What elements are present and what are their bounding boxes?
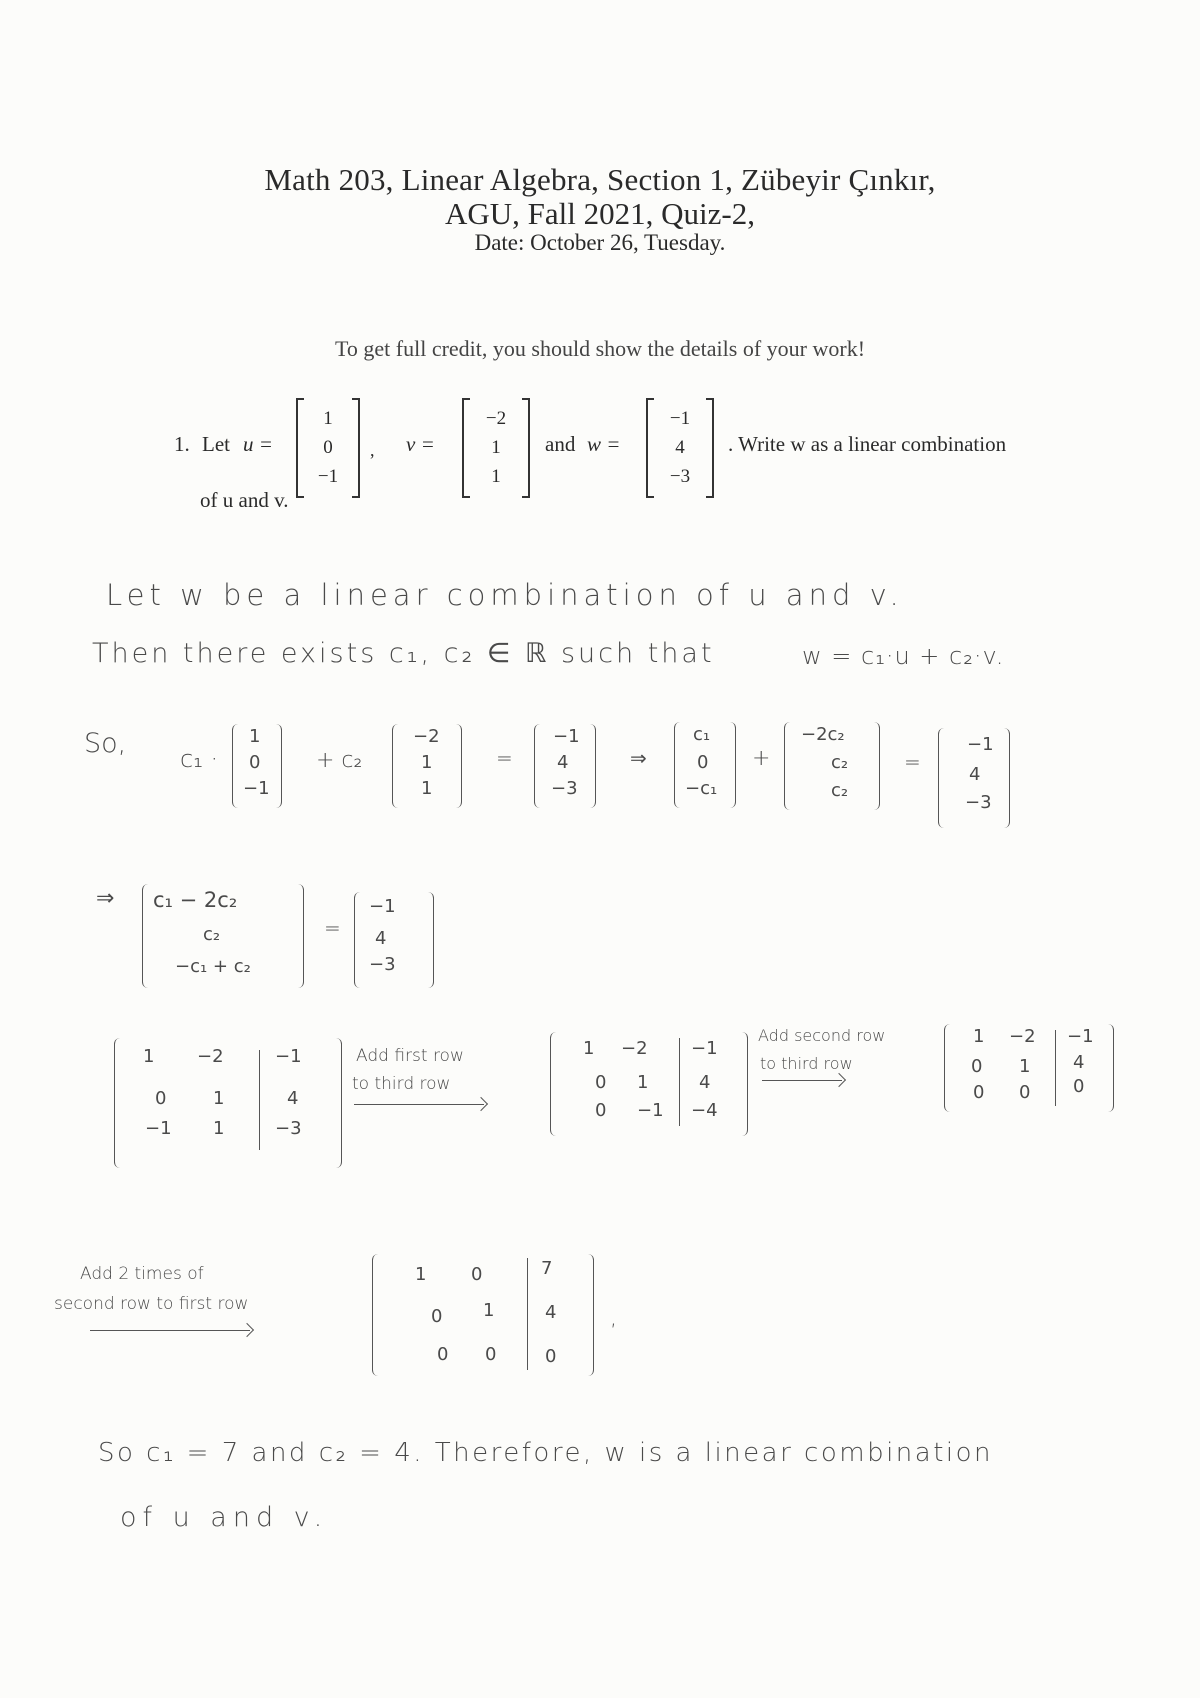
solution-line1: Let w be a linear combination of u and v. bbox=[106, 578, 904, 612]
matrix-u-hand bbox=[232, 724, 282, 808]
cell: −1 bbox=[145, 1118, 172, 1139]
cell: 4 bbox=[699, 1072, 711, 1093]
cell: −3 bbox=[551, 778, 578, 799]
vector-u bbox=[296, 400, 360, 496]
augmented-matrix-1 bbox=[114, 1038, 342, 1168]
arrow-icon bbox=[762, 1080, 842, 1081]
solution-line2b: w = c₁·u + c₂·v. bbox=[802, 642, 1005, 670]
v-entry: 1 bbox=[491, 436, 501, 458]
cell: 1 bbox=[973, 1026, 985, 1047]
cell: 1 bbox=[421, 752, 433, 773]
augment-bar bbox=[259, 1050, 260, 1150]
cell: −2 bbox=[621, 1038, 648, 1059]
matrix-combined-rhs bbox=[354, 892, 434, 988]
vector-v bbox=[462, 400, 530, 496]
cell: −3 bbox=[275, 1118, 302, 1139]
step3-label: Add 2 times of bbox=[80, 1264, 204, 1284]
cell: 4 bbox=[1073, 1052, 1085, 1073]
step2-label: to third row bbox=[760, 1054, 853, 1073]
augment-bar bbox=[527, 1258, 528, 1370]
v-entry: 1 bbox=[491, 466, 501, 488]
cell: −1 bbox=[369, 896, 396, 917]
cell: 0 bbox=[697, 752, 709, 773]
w-label: w = bbox=[587, 432, 621, 456]
header-title: Math 203, Linear Algebra, Section 1, Zübeyir Çınkır, bbox=[264, 162, 936, 197]
w-entry: −1 bbox=[669, 407, 691, 429]
matrix-w2 bbox=[938, 728, 1010, 828]
cell: 0 bbox=[485, 1344, 497, 1365]
cell: 0 bbox=[431, 1306, 443, 1327]
problem-and: and bbox=[545, 432, 576, 456]
v-label: v = bbox=[406, 432, 435, 456]
plus: + bbox=[752, 746, 771, 771]
cell: c₁ − 2c₂ bbox=[153, 888, 238, 912]
equals: = bbox=[324, 916, 341, 940]
matrix-w-hand bbox=[534, 724, 596, 808]
cell: 1 bbox=[249, 726, 261, 747]
cell: 4 bbox=[545, 1302, 557, 1323]
separator: , bbox=[370, 440, 375, 460]
w-entry: 4 bbox=[675, 436, 685, 458]
cell: −2c₂ bbox=[801, 724, 845, 745]
cell: 4 bbox=[557, 752, 569, 773]
cell: 4 bbox=[375, 928, 387, 949]
cell: −1 bbox=[243, 778, 270, 799]
plus-c2: + c₂ bbox=[316, 748, 363, 773]
equals: = bbox=[904, 750, 921, 774]
matrix-c2v bbox=[784, 722, 880, 810]
conclusion-line1: So c₁ = 7 and c₂ = 4. Therefore, w is a linear combination bbox=[98, 1438, 994, 1468]
u-label: u = bbox=[243, 432, 273, 456]
augment-bar bbox=[1055, 1030, 1056, 1106]
step1-label: Add first row bbox=[356, 1046, 464, 1066]
cell: 0 bbox=[545, 1346, 557, 1367]
cell: c₂ bbox=[203, 924, 221, 945]
header-subtitle: AGU, Fall 2021, Quiz-2, bbox=[445, 196, 755, 231]
augmented-matrix-2 bbox=[550, 1032, 748, 1136]
cell: −1 bbox=[637, 1100, 664, 1121]
conclusion-line2: of u and v. bbox=[120, 1502, 329, 1533]
problem-tail: . Write w as a linear combination bbox=[728, 432, 1007, 456]
problem-number: 1. bbox=[174, 432, 190, 456]
cell: 1 bbox=[143, 1046, 155, 1067]
step3-label: second row to first row bbox=[54, 1294, 249, 1314]
augment-bar bbox=[679, 1038, 680, 1126]
cell: c₂ bbox=[831, 780, 849, 801]
arrow-icon bbox=[90, 1330, 250, 1331]
cell: 1 bbox=[213, 1118, 225, 1139]
cell: −1 bbox=[275, 1046, 302, 1067]
arrow-icon bbox=[354, 1104, 484, 1105]
cell: 4 bbox=[969, 764, 981, 785]
cell: −1 bbox=[553, 726, 580, 747]
v-entry: −2 bbox=[485, 407, 507, 429]
cell: −2 bbox=[1009, 1026, 1036, 1047]
augmented-matrix-3 bbox=[944, 1024, 1114, 1112]
header-date: Date: October 26, Tuesday. bbox=[474, 230, 726, 255]
cell: 0 bbox=[595, 1100, 607, 1121]
cell: 0 bbox=[971, 1056, 983, 1077]
cell: 1 bbox=[483, 1300, 495, 1321]
cell: −1 bbox=[967, 734, 994, 755]
cell: 0 bbox=[437, 1344, 449, 1365]
cell: 0 bbox=[249, 752, 261, 773]
vector-w bbox=[646, 400, 714, 496]
cell: −3 bbox=[369, 954, 396, 975]
cell: 1 bbox=[415, 1264, 427, 1285]
cell: 4 bbox=[287, 1088, 299, 1109]
cell: 0 bbox=[155, 1088, 167, 1109]
cell: −1 bbox=[691, 1038, 718, 1059]
implies: ⇒ bbox=[96, 886, 115, 911]
u-entry: 1 bbox=[323, 407, 333, 429]
cell: c₁ bbox=[693, 724, 711, 745]
cell: 0 bbox=[1073, 1076, 1085, 1097]
u-entry: 0 bbox=[323, 436, 333, 458]
cell: −3 bbox=[965, 792, 992, 813]
cell: 1 bbox=[1019, 1056, 1031, 1077]
trailing-comma: , bbox=[610, 1306, 617, 1331]
cell: −2 bbox=[413, 726, 440, 747]
cell: −1 bbox=[1067, 1026, 1094, 1047]
step2-label: Add second row bbox=[758, 1026, 886, 1045]
implies: ⇒ bbox=[630, 746, 647, 770]
cell: 1 bbox=[213, 1088, 225, 1109]
matrix-v-hand bbox=[392, 724, 462, 808]
cell: 1 bbox=[637, 1072, 649, 1093]
instructions: To get full credit, you should show the details of your work! bbox=[334, 336, 866, 361]
equals: = bbox=[496, 746, 513, 770]
w-entry: −3 bbox=[669, 466, 691, 488]
cell: 0 bbox=[595, 1072, 607, 1093]
cell: −4 bbox=[691, 1100, 718, 1121]
step1-label: to third row bbox=[352, 1074, 451, 1094]
cell: c₂ bbox=[831, 752, 849, 773]
problem-line2: of u and v. bbox=[200, 488, 289, 512]
cell: −2 bbox=[197, 1046, 224, 1067]
cell: 7 bbox=[541, 1258, 553, 1279]
so-label: So, bbox=[84, 728, 127, 759]
cell: 0 bbox=[973, 1082, 985, 1103]
cell: 1 bbox=[421, 778, 433, 799]
cell: 1 bbox=[583, 1038, 595, 1059]
matrix-combined bbox=[142, 884, 304, 988]
solution-line2: Then there exists c₁, c₂ ∈ ℝ such that bbox=[92, 638, 715, 669]
cell: 0 bbox=[1019, 1082, 1031, 1103]
augmented-matrix-4 bbox=[372, 1254, 594, 1376]
c1-dot: c₁ · bbox=[180, 745, 219, 773]
u-entry: −1 bbox=[317, 466, 339, 488]
problem-let: Let bbox=[202, 432, 230, 456]
cell: −c₁ bbox=[685, 778, 718, 799]
cell: −c₁ + c₂ bbox=[175, 956, 251, 977]
cell: 0 bbox=[471, 1264, 483, 1285]
matrix-c1u bbox=[674, 722, 736, 808]
